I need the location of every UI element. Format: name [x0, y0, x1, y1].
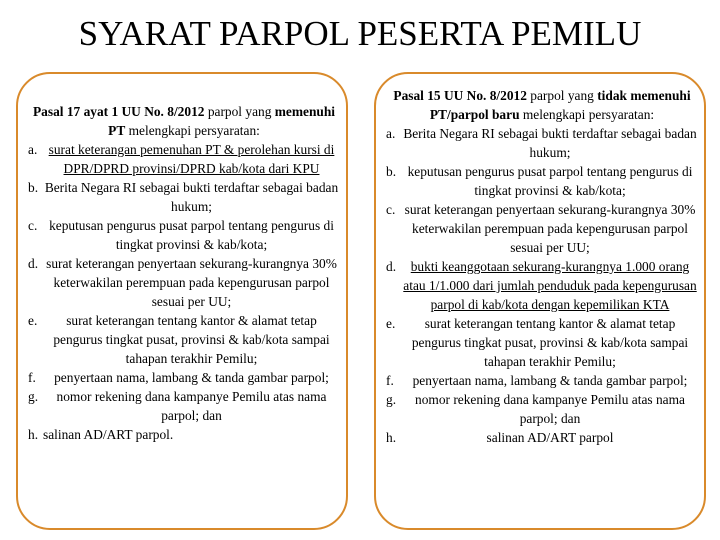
list-marker: d.	[386, 259, 397, 274]
list-item-text: surat keterangan tentang kantor & alamat tetap pengurus tingkat pusat, provinsi & kab/kota sampai tahapan terakhir Pemilu;	[53, 313, 330, 366]
list-marker: b.	[28, 180, 39, 195]
list-item	[386, 124, 698, 162]
right-requirements-list	[386, 124, 698, 447]
list-marker: g.	[28, 389, 39, 404]
list-item	[386, 200, 698, 257]
list-item-text: penyertaan nama, lambang & tanda gambar parpol;	[412, 373, 688, 388]
list-item-text: bukti keanggotaan sekurang-kurangnya 1.000 orang atau 1/1.000 dari jumlah penduduk pada kepengurusan parpol di kab/kota dengan kepemilikan KTA	[403, 259, 697, 312]
list-item	[386, 371, 698, 390]
list-marker: c.	[386, 202, 396, 217]
right-heading-text-1: parpol yang	[526, 88, 598, 103]
list-item-text: Berita Negara RI sebagai bukti terdaftar sebagai badan hukum;	[403, 126, 697, 160]
list-item	[28, 178, 340, 216]
left-heading-text-2: melengkapi persyaratan:	[125, 123, 260, 138]
left-panel-content	[28, 102, 340, 444]
list-item	[28, 387, 340, 425]
list-marker: e.	[386, 316, 396, 331]
list-marker: g.	[386, 392, 397, 407]
right-heading-condition: tidak memenuhi PT/parpol baru	[429, 88, 691, 122]
left-panel-heading	[28, 102, 340, 140]
right-panel-heading	[386, 86, 698, 124]
list-item	[386, 314, 698, 371]
list-item	[28, 216, 340, 254]
right-requirements-panel	[374, 72, 706, 530]
list-marker: a.	[28, 142, 38, 157]
list-item	[386, 390, 698, 428]
list-marker: b.	[386, 164, 397, 179]
list-item	[28, 368, 340, 387]
list-item-text: surat keterangan penyertaan sekurang-kurangnya 30% keterwakilan perempuan pada kepengurusan parpol sesuai per UU;	[404, 202, 696, 255]
list-item-text: surat keterangan pemenuhan PT & perolehan kursi di DPR/DPRD provinsi/DPRD kab/kota dari KPU	[48, 142, 335, 176]
list-item-text: salinan AD/ART parpol	[486, 430, 614, 445]
right-heading-text-2: melengkapi persyaratan:	[519, 107, 655, 122]
list-marker: e.	[28, 313, 38, 328]
list-item-text: penyertaan nama, lambang & tanda gambar parpol;	[54, 370, 329, 385]
list-item-text: surat keterangan tentang kantor & alamat tetap pengurus tingkat pusat, provinsi & kab/kota sampai tahapan terakhir Pemilu;	[411, 316, 689, 369]
list-item-text: nomor rekening dana kampanye Pemilu atas nama parpol; dan	[56, 389, 327, 423]
left-heading-text-1: parpol yang	[204, 104, 275, 119]
list-marker: d.	[28, 256, 39, 271]
left-heading-law: Pasal 17 ayat 1 UU No. 8/2012	[32, 104, 205, 119]
list-item	[386, 428, 698, 447]
list-item	[28, 254, 340, 311]
left-heading-condition: memenuhi PT	[108, 104, 336, 138]
list-marker: a.	[386, 126, 396, 141]
list-item-text: Berita Negara RI sebagai bukti terdaftar sebagai badan hukum;	[44, 180, 339, 214]
list-item-text: surat keterangan penyertaan sekurang-kurangnya 30% keterwakilan perempuan pada kepengurusan parpol sesuai per UU;	[46, 256, 337, 309]
list-item-text: nomor rekening dana kampanye Pemilu atas nama parpol; dan	[415, 392, 685, 426]
left-requirements-panel	[16, 72, 348, 530]
right-panel-content	[386, 86, 698, 447]
list-item-text: keputusan pengurus pusat parpol tentang pengurus di tingkat provinsi & kab/kota;	[49, 218, 334, 252]
list-marker: f.	[28, 370, 36, 385]
left-requirements-list	[28, 140, 340, 444]
list-marker: h.	[28, 427, 39, 442]
list-marker: c.	[28, 218, 38, 233]
list-item	[28, 140, 340, 178]
list-item	[386, 162, 698, 200]
page-title: SYARAT PARPOL PESERTA PEMILU	[78, 14, 642, 53]
list-item	[386, 257, 698, 314]
list-item	[28, 425, 340, 444]
list-marker: f.	[386, 373, 394, 388]
right-heading-law: Pasal 15 UU No. 8/2012	[393, 88, 527, 103]
list-item-text: salinan AD/ART parpol.	[43, 427, 174, 442]
list-item-text: keputusan pengurus pusat parpol tentang pengurus di tingkat provinsi & kab/kota;	[407, 164, 693, 198]
list-item	[28, 311, 340, 368]
list-marker: h.	[386, 430, 397, 445]
